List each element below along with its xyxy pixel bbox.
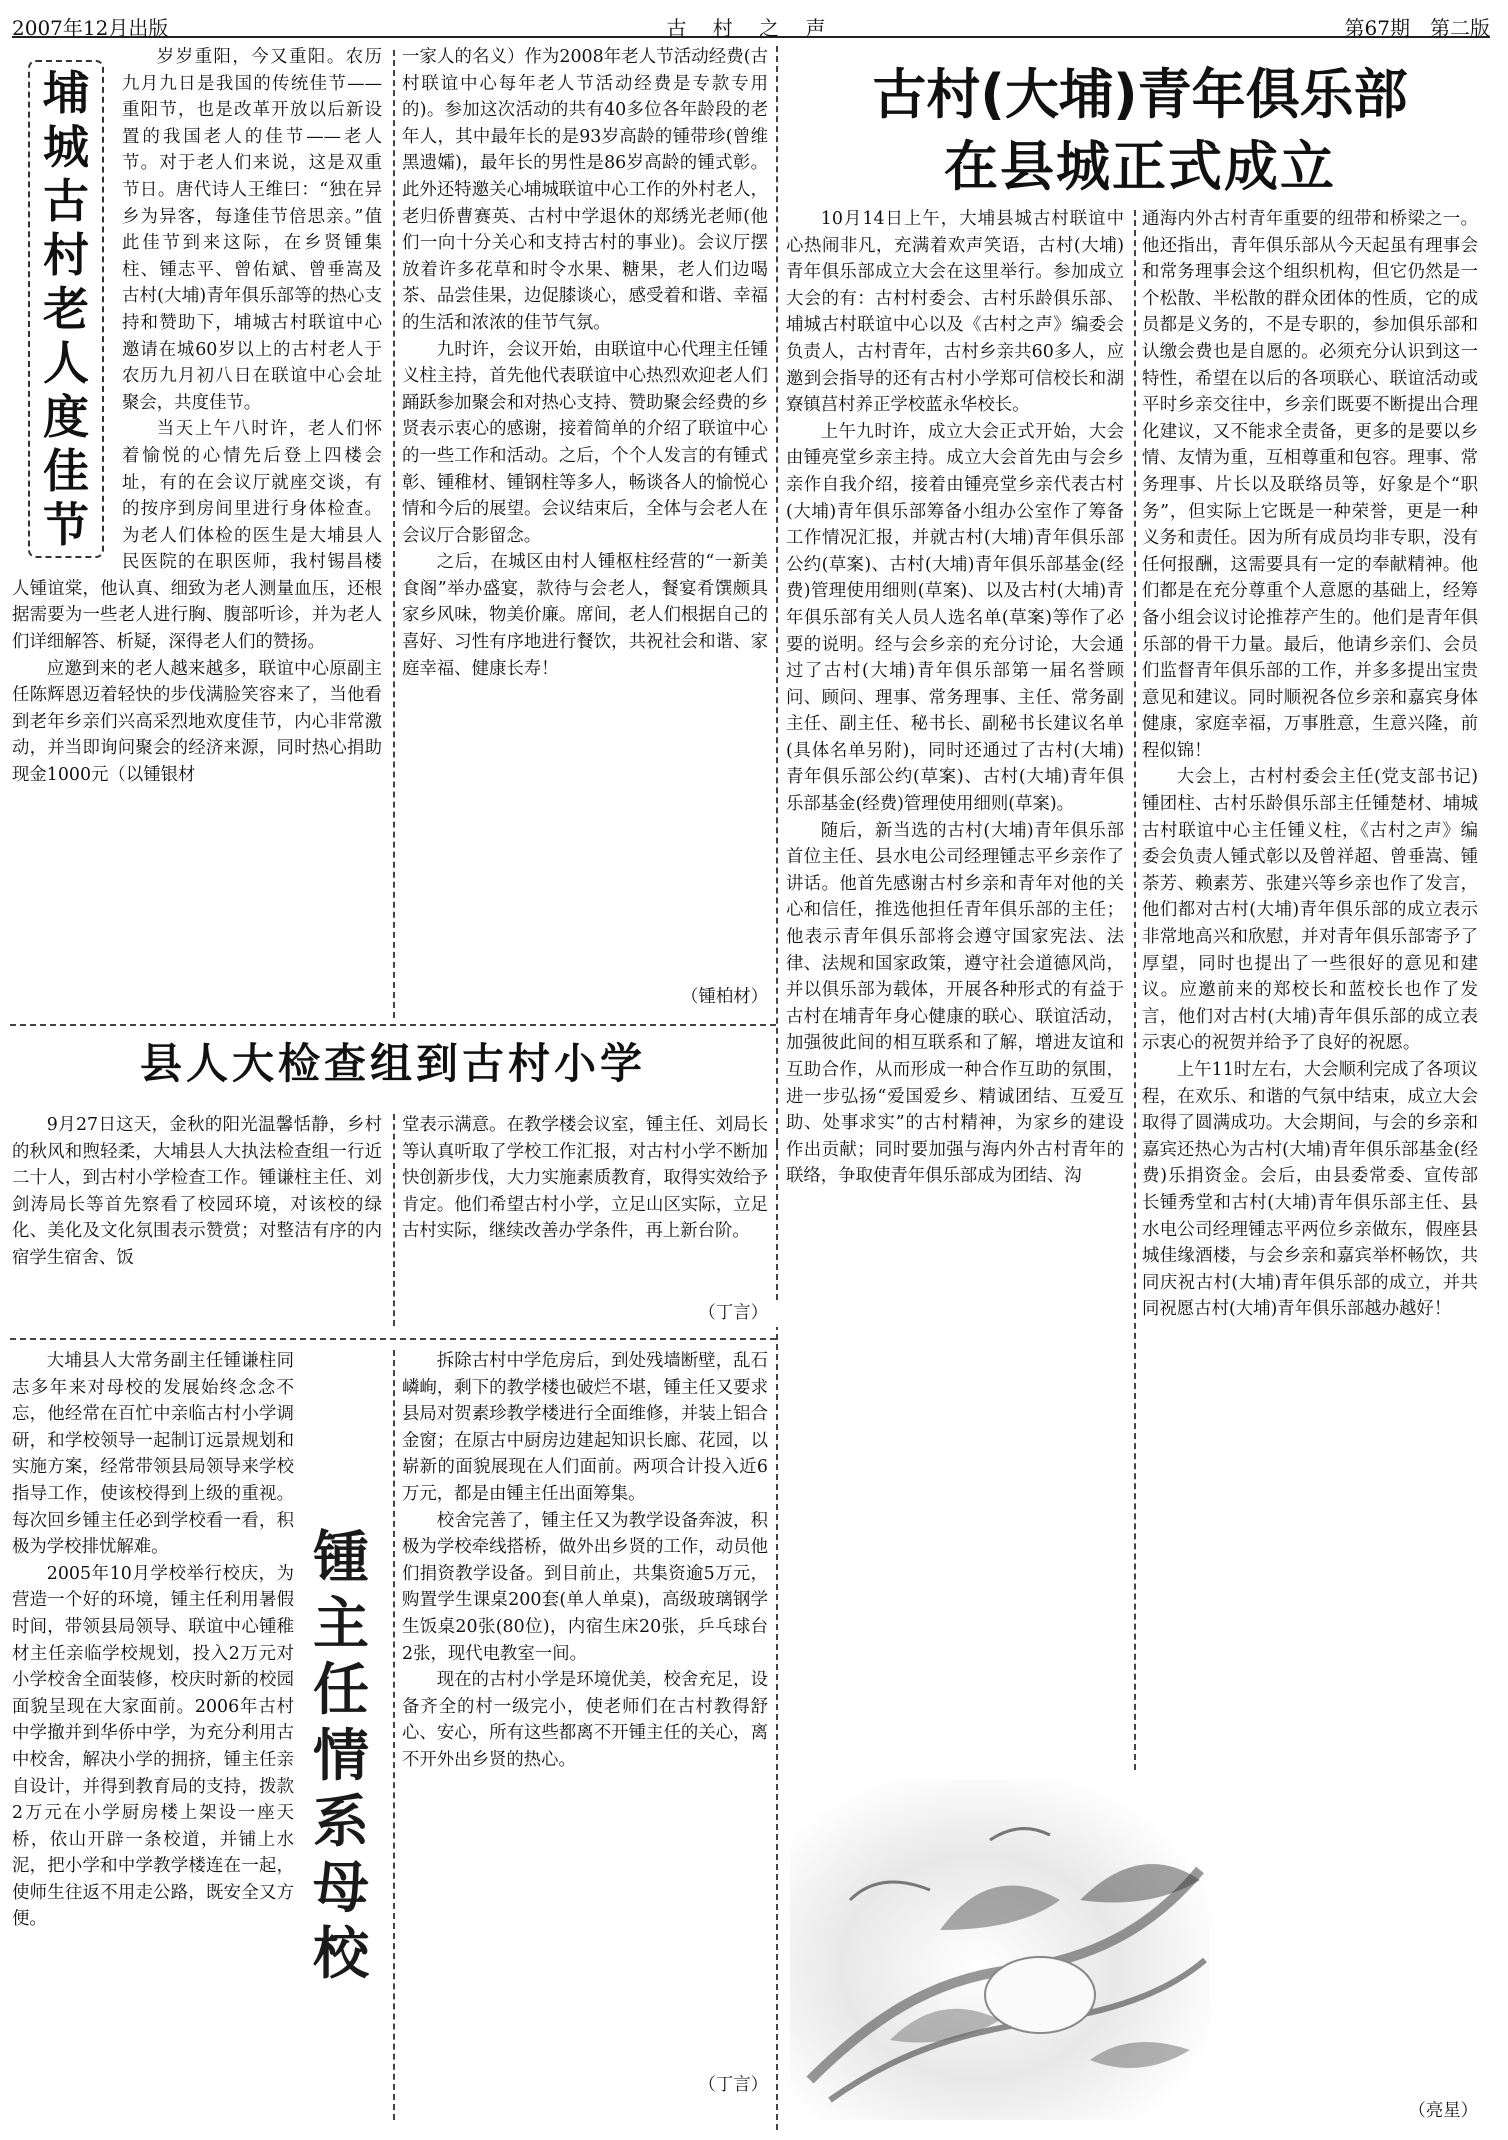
issue-date: 2007年12月出版 — [12, 16, 169, 40]
article2-title: 县人大检查组到古村小学 — [139, 1039, 646, 1088]
article4-paragraph: 上午九时许，成立大会正式开始，大会由锺亮堂乡亲主持。成立大会首先由与会乡亲作自我介绍，接着由锺亮堂乡亲代表古村(大埔)青年俱乐部筹备小组办公室作了筹备工作情况汇报，并就古村(大埔)青年俱乐部公约(草案)、古村(大埔)青年俱乐部基金(经费)管理使用细则(草案)、以及古村(大埔)青年俱乐部有关人员人选名单(草案)等作了必要的说明。经与会乡亲的充分讨论，大会通过了古村(大埔)青年俱乐部第一届名誉顾问、顾问、理事、常务理事、主任、常务副主任、副主任、秘书长、副秘书长建议名单(具体名单另附)，同时还通过了古村(大埔)青年俱乐部公约(草案)、古村(大埔)青年俱乐部基金(经费)管理使用细则(草案)。 — [786, 421, 1124, 815]
article4-paragraph: 10月14日上午，大埔县城古村联谊中心热闹非凡，充满着欢声笑语，古村(大埔)青年俱乐部成立大会在这里举行。参加成立大会的有：古村村委会、古村乐龄俱乐部、埔城古村联谊中心以及《古村之声》编委会负责人，古村青年，古村乡亲共60多人，应邀到会指导的还有古村小学郑可信校长和湖寮镇莒村养正学校蓝永华校长。 — [786, 209, 1124, 416]
article4-paragraph: 上午11时左右，大会顺利完成了各项议程，在欢乐、和谐的气氛中结束，成立大会取得了圆满成功。大会期间，与会的乡亲和嘉宾还热心为古村(大埔)青年俱乐部基金(经费)乐捐资金。会后，由县委常委、宣传部长锺秀堂和古村(大埔)青年俱乐部主任、县水电公司经理锺志平两位乡亲做东，假座县城佳缘酒楼，与会乡亲和嘉宾举杯畅饮，共同庆祝古村(大埔)青年俱乐部的成立，并共同祝愿古村(大埔)青年俱乐部越办越好！ — [1142, 1060, 1478, 1320]
article3-paragraph: 校舍完善了，锺主任又为教学设备奔波，积极为学校牵线搭桥，做外出乡贤的工作，动员他们捐资教学设备。到目前止，共集资逾5万元，购置学生课桌200套(单人单桌)，高级玻璃钢学生饭桌20张(80位)，内宿生床20张，乒乓球台2张，现代电教室一间。 — [402, 1510, 768, 1664]
article1-column-2 — [402, 44, 768, 974]
article3-title-char: 校 — [313, 1921, 369, 1987]
article2-bottom-rule — [10, 1338, 776, 1340]
article1-title-char: 村 — [43, 228, 89, 282]
article4-title-line1: 古村(大埔)青年俱乐部 — [872, 63, 1408, 126]
article1-title-char: 度 — [43, 390, 89, 444]
vertical-divider-article4 — [1134, 210, 1136, 1770]
article3-paragraph: 2005年10月学校举行校庆，为营造一个好的环境，锺主任利用暑假时间，带领县局领导、联谊中心锺稚材主任亲临学校规划，投入2万元对小学校舍全面装修，校庆时新的校园面貌呈现在大家面前。2006年古村中学撤并到华侨中学，为充分利用古中校舍，解决小学的拥挤，锺主任亲自设计，并得到教育局的支持，拨款2万元在小学厨房楼上架设一座天桥，依山开辟一条校道，并铺上水泥，把小学和中学教学楼连在一起，使师生往返不用走公路，既安全又方便。 — [12, 1563, 294, 1930]
article4-signature: （亮星） — [1408, 2101, 1478, 2121]
article1-signature: （锺柏材） — [681, 987, 768, 1007]
article1-paragraph: 当天上午八时许，老人们怀着愉悦的心情先后登上四楼会址，有的在会议厅就座交谈，有的按序到房间里进行身体检查。为老人们体检的医生是大埔县人民医院的在职医师，我村锡昌楼人锺谊棠，他认真、细致为老人测量血压，还根据需要为一些老人进行胸、腹部听诊，并为老人们详细解答、析疑，深得老人们的赞扬。 — [12, 419, 382, 653]
article4-column-1 — [786, 206, 1124, 1776]
article2-column-2 — [402, 1112, 768, 1330]
newspaper-name: 古 村 之 声 — [666, 16, 836, 40]
article4-continuation — [1226, 1776, 1478, 2076]
article2-column-1 — [12, 1112, 382, 1330]
article3-title-char: 任 — [313, 1657, 369, 1723]
article1-paragraph: 九时许，会议开始，由联谊中心代理主任锺义柱主持，首先他代表联谊中心热烈欢迎老人们踊跃参加聚会和对热心支持、赞助聚会经费的乡贤表示衷心的感谢，接着简单的介绍了联谊中心的一些工作和活动。之后，个个人发言的有锺式彰、锺稚材、锺钢柱等多人，畅谈各人的愉悦心情和今后的展望。会议结束后，全体与会老人在会议厅合影留念。 — [402, 339, 768, 546]
issue-number: 第67期 第二版 — [1344, 16, 1490, 40]
article3-paragraph: 大埔县人大常务副主任锺谦柱同志多年来对母校的发展始终念念不忘，他经常在百忙中亲临古村小学调研，和学校领导一起制订远景规划和实施方案，经常带领县局领导来学校指导工作，使该校得到上级的重视。每次回乡锺主任必到学校看一看，积极为学校排忧解难。 — [12, 1351, 294, 1558]
article3-paragraph: 现在的古村小学是环境优美，校舍充足，设备齐全的村一级完小，使老师们在古村教得舒心、安心，所有这些都离不开锺主任的关心，离不开外出乡贤的热心。 — [402, 1670, 768, 1770]
article1-title-char: 老 — [43, 282, 89, 336]
article4-paragraph: 大会上，古村村委会主任(党支部书记)锺团柱、古村乐龄俱乐部主任锺楚材、埔城古村联谊中心主任锺义柱，《古村之声》编委会负责人锺式彰以及曾祥超、曾垂嵩、锺荼芳、赖素芳、张建兴等乡亲也作了发言，他们都对古村(大埔)青年俱乐部的成立表示非常地高兴和欣慰，并对青年俱乐部寄予了厚望，同时也提出了一些很好的意见和建议。应邀前来的郑校长和蓝校长也作了发言，他们对古村(大埔)青年俱乐部的成立表示衷心的祝贺并给予了良好的祝愿。 — [1142, 767, 1478, 1054]
article4-paragraph: 通海内外古村青年重要的纽带和桥梁之一。他还指出，青年俱乐部从今天起虽有理事会和常务理事会这个组织机构，但它仍然是一个松散、半松散的群众团体的性质，它的成员都是义务的，不是专职的，参加俱乐部和认缴会费也是自愿的。必须充分认识到这一特性，希望在以后的各项联心、联谊活动或平时乡亲交往中，乡亲们既要不断提出合理化建议，又不能求全责备，更多的是要以乡情、友情为重，互相尊重和包容。理事、常务理事、片长以及联络员等，好象是个“职务”，但实际上它既是一种荣誉，更是一种义务和责任。因为所有成员均非专职，没有任何报酬，这需要具有一定的奉献精神。他们都是在充分尊重个人意愿的基础上，经筹备小组会议讨论推荐产生的。他们是青年俱乐部的骨干力量。最后，他请乡亲们、会员们监督青年俱乐部的工作，并多多提出宝贵意见和建议。同时顺祝各位乡亲和嘉宾身体健康，家庭幸福，万事胜意，生意兴隆，前程似锦！ — [1142, 209, 1478, 761]
article3-title — [300, 1525, 382, 1987]
article3-paragraph: 拆除古村中学危房后，到处残墙断壁，乱石嶙峋，剩下的教学楼也破烂不堪，锺主任又要求县局对贺素珍教学楼进行全面维修，并装上铝合金窗；在原古中厨房边建起知识长廊、花园，以崭新的面貌展现在人们面前。两项合计投入近6万元，都是由锺主任出面筹集。 — [402, 1351, 768, 1504]
masthead — [12, 8, 1490, 38]
article1-title-char: 节 — [43, 498, 89, 552]
article3-signature: （丁言） — [698, 2075, 768, 2095]
article3-title-char: 锺 — [313, 1525, 369, 1591]
article1-title-char: 城 — [43, 120, 89, 174]
article3-column-2 — [402, 1348, 768, 2068]
article2-paragraph: 9月27日这天，金秋的阳光温馨恬静，乡村的秋风和煦轻柔，大埔县人大执法检查组一行近二十人，到古村小学检查工作。锺谦柱主任、刘剑涛局长等首先察看了校园环境，对该校的绿化、美化及文化氛围表示赞赏；对整洁有序的内宿学生宿舍、饭 — [12, 1115, 382, 1268]
ink-wash-illustration — [790, 1780, 1210, 2120]
vertical-divider-main — [776, 46, 778, 1144]
article1-title-char: 佳 — [43, 444, 89, 498]
article1-title-char: 人 — [43, 336, 89, 390]
vertical-divider-lower — [776, 1144, 778, 2130]
article4-column-2 — [1142, 206, 1478, 1776]
article4-title-line2: 在县城正式成立 — [944, 135, 1336, 198]
article1-paragraph: 岁岁重阳，今又重阳。农历九月九日是我国的传统佳节——重阳节，也是改革开放以后新设置的我国老人的佳节——老人节。对于老人们来说，这是双重节日。唐代诗人王维曰：“独在异乡为异客，每逢佳节倍思亲。”值此佳节到来这际，在乡贤锺集柱、锺志平、曾佑斌、曾垂嵩及古村(大埔)青年俱乐部等的热心支持和赞助下，埔城古村联谊中心邀请在城60岁以上的古村老人于农历九月初八日在联谊中心会址聚会，共度佳节。 — [122, 47, 382, 413]
article1-paragraph: 一家人的名义）作为2008年老人节活动经费(古村联谊中心每年老人节活动经费是专款专用的)。参加这次活动的共有40多位各年龄段的老年人，其中最年长的是93岁高龄的锺带珍(曾维黑遗孀)，最年长的男性是86岁高龄的锺式彰。此外还特邀关心埔城联谊中心工作的外村老人，老归侨曹赛英、古村中学退休的郑绣光老师(他们一向十分关心和支持古村的事业)。会议厅摆放着许多花草和时令水果、糖果，老人们边喝茶、品尝佳果，边促膝谈心，感受着和谐、幸福的生活和浓浓的佳节气氛。 — [402, 47, 768, 333]
article3-title-char: 母 — [313, 1855, 369, 1921]
article1-title-char: 埔 — [43, 66, 89, 120]
article1-title-char: 古 — [43, 174, 89, 228]
article3-title-char: 系 — [313, 1789, 369, 1855]
vertical-divider-article3 — [393, 1350, 395, 2120]
article1-bottom-rule — [10, 1024, 776, 1026]
article1-column-1 — [12, 44, 382, 1024]
article4-paragraph: 随后，新当选的古村(大埔)青年俱乐部首位主任、县水电公司经理锺志平乡亲作了讲话。他首先感谢古村乡亲和青年对他的关心和信任，推选他担任青年俱乐部的主任；他表示青年俱乐部将会遵守国家宪法、法律、法规和国家政策，遵守社会道德风尚，并以俱乐部为载体，开展各种形式的有益于古村在埔青年身心健康的联心、联谊活动，加强彼此间的相互联系和了解，增进友谊和互助合作，从而形成一种合作互助的氛围，进一步弘扬“爱国爱乡、精诚团结、互爱互助、处事求实”的古村精神，为家乡的建设作出贡献；同时要加强与海内外古村青年的联络，争取使青年俱乐部成为团结、沟 — [786, 820, 1124, 1187]
vertical-divider-article2 — [393, 1114, 395, 1326]
article1-paragraph: 应邀到来的老人越来越多，联谊中心原副主任陈辉恩迈着轻快的步伐满脸笑容来了，当他看到老年乡亲们兴高采烈地欢度佳节，内心非常激动，并当即询问聚会的经济来源，同时热心捐助现金1000元（以锺银材 — [12, 658, 382, 786]
article2-signature: （丁言） — [402, 1300, 796, 1327]
article3-title-char: 主 — [313, 1591, 369, 1657]
article2-paragraph: 堂表示满意。在教学楼会议室，锺主任、刘局长等认真听取了学校工作汇报，对古村小学不断加快创新步伐，大力实施素质教育，取得实效给予肯定。他们希望古村小学，立足山区实际，立足古村实际，继续改善办学条件，再上新台阶。 — [402, 1115, 768, 1242]
vertical-divider-article1 — [393, 50, 395, 1018]
article1-paragraph: 之后，在城区由村人锺枢柱经营的“一新美食阁”举办盛宴，款待与会老人，餐宴肴馔颇具家乡风味，物美价廉。席间，老人们根据自己的喜好、习性有序地进行餐饮，共祝社会和谐、家庭幸福、健康长寿！ — [402, 552, 768, 679]
article3-title-char: 情 — [313, 1723, 369, 1789]
